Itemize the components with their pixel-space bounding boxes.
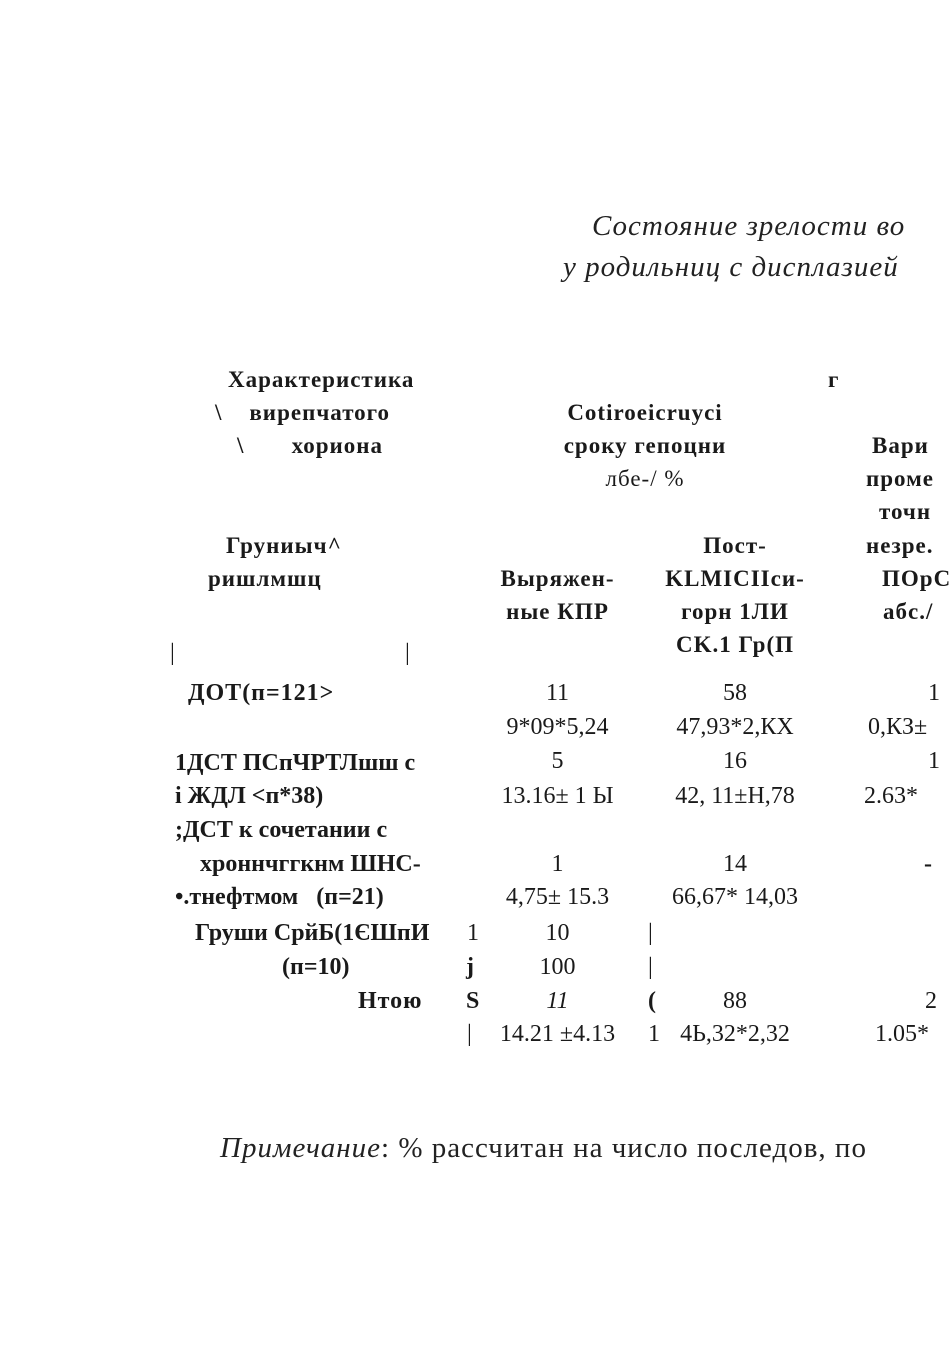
header-groups-line-1: Груниыч^ bbox=[226, 533, 342, 558]
cell-col-b: 58 bbox=[723, 680, 747, 706]
row-label: Груши СрйБ(1ЄШпИ bbox=[195, 920, 430, 946]
cell-col-b: 88 bbox=[723, 988, 747, 1014]
header-pipe-left: | bbox=[170, 640, 175, 666]
row-label: Нтою bbox=[358, 988, 423, 1014]
cell-col-c: 0,КЗ± bbox=[868, 714, 928, 740]
header-col-a-line-2: ные КПР bbox=[506, 599, 609, 624]
note-label: Примечание bbox=[220, 1132, 382, 1164]
row-mark-2: 1 bbox=[648, 1021, 660, 1047]
table-title-line-2: у родильниц с дисплазией bbox=[563, 251, 899, 283]
header-col-c-line-2: проме bbox=[866, 466, 934, 491]
header-col-c-line-4: незре. bbox=[866, 533, 934, 558]
header-col-c-line-1: Вари bbox=[872, 433, 929, 458]
cell-col-a: 13.16± 1 Ы bbox=[501, 783, 614, 809]
cell-col-c: - bbox=[924, 851, 932, 877]
cell-col-c: 1 bbox=[928, 748, 940, 774]
header-group-line-1: Cotiroeicruycі bbox=[567, 400, 723, 425]
header-col-b-line-1: Пост- bbox=[703, 533, 767, 558]
header-col-b-line-4: CK.1 Гр(П bbox=[675, 632, 795, 657]
cell-col-a: 1 bbox=[551, 851, 564, 877]
table-note bbox=[220, 1132, 867, 1165]
table-title-line-1: Состояние зрелости во bbox=[592, 210, 906, 242]
header-pipe-right: | bbox=[405, 640, 410, 666]
header-col-a-line-1: Выряжен- bbox=[500, 566, 615, 591]
row-mark-2: ( bbox=[648, 988, 656, 1014]
header-groups-line-2: ришлмшц bbox=[208, 566, 322, 591]
row-mark-1: j bbox=[466, 954, 474, 980]
cell-col-a: 11 bbox=[545, 680, 570, 706]
cell-col-b: 47,93*2,КХ bbox=[676, 714, 794, 740]
cell-col-b: 14 bbox=[723, 851, 747, 877]
header-col-c-line-5: ПОрС bbox=[882, 566, 951, 591]
cell-col-c: 1.05* bbox=[875, 1021, 929, 1047]
cell-col-b: 66,67* 14,03 bbox=[672, 884, 798, 910]
header-group-line-2: сроку гепоцни bbox=[563, 433, 727, 458]
cell-col-a: 100 bbox=[539, 954, 576, 980]
cell-col-b: 16 bbox=[723, 748, 747, 774]
row-label: хроннчггкнм ШНС- bbox=[200, 851, 421, 877]
note-text: : % рассчитан на число последов, по bbox=[381, 1132, 867, 1164]
header-col-c-line-6: абс./ bbox=[883, 599, 934, 624]
row-label: •.тнефтмом (п=21) bbox=[175, 884, 384, 910]
header-group-line-3: лбе-/ % bbox=[605, 466, 685, 491]
row-mark-1: 1 bbox=[467, 920, 479, 946]
header-col-b-line-2: KLMICIIси- bbox=[665, 566, 805, 591]
header-col-b-line-3: горн 1ЛИ bbox=[681, 599, 789, 624]
cell-col-b: 4Ь,32*2,32 bbox=[680, 1021, 790, 1047]
row-label: ;ДСТ к сочетании с bbox=[175, 817, 388, 843]
cell-col-a: 4,75± 15.3 bbox=[505, 884, 610, 910]
header-chorion-line-2: \ вирепчатого bbox=[215, 400, 391, 425]
row-mark-2: | bbox=[648, 954, 653, 980]
header-stray-mark: г bbox=[828, 367, 840, 392]
cell-col-a: 9*09*5,24 bbox=[506, 714, 609, 740]
row-label: 1ДСТ ПСпЧРТЛшш с bbox=[175, 750, 416, 776]
row-label: (п=10) bbox=[282, 954, 350, 980]
cell-col-c: 2 bbox=[925, 988, 937, 1014]
cell-col-a: 10 bbox=[545, 920, 570, 946]
header-chorion-line-3: \ хориона bbox=[237, 433, 384, 458]
cell-col-a: 5 bbox=[551, 748, 564, 774]
header-col-c-line-3: точн bbox=[879, 499, 932, 524]
row-label: і ЖДЛ <п*38) bbox=[175, 783, 324, 809]
cell-col-c: 2.63* bbox=[864, 783, 918, 809]
cell-col-c: 1 bbox=[928, 680, 940, 706]
cell-col-b: 42, 11±Н,78 bbox=[675, 783, 795, 809]
row-mark-2: | bbox=[648, 920, 653, 946]
row-mark-1: | bbox=[467, 1021, 472, 1047]
header-characteristic: Характеристика bbox=[228, 367, 415, 392]
row-label: ДОТ(п=121> bbox=[188, 680, 335, 706]
cell-col-a: 11 bbox=[546, 988, 569, 1014]
row-mark-1: S bbox=[466, 988, 480, 1014]
cell-col-a: 14.21 ±4.13 bbox=[499, 1021, 616, 1047]
